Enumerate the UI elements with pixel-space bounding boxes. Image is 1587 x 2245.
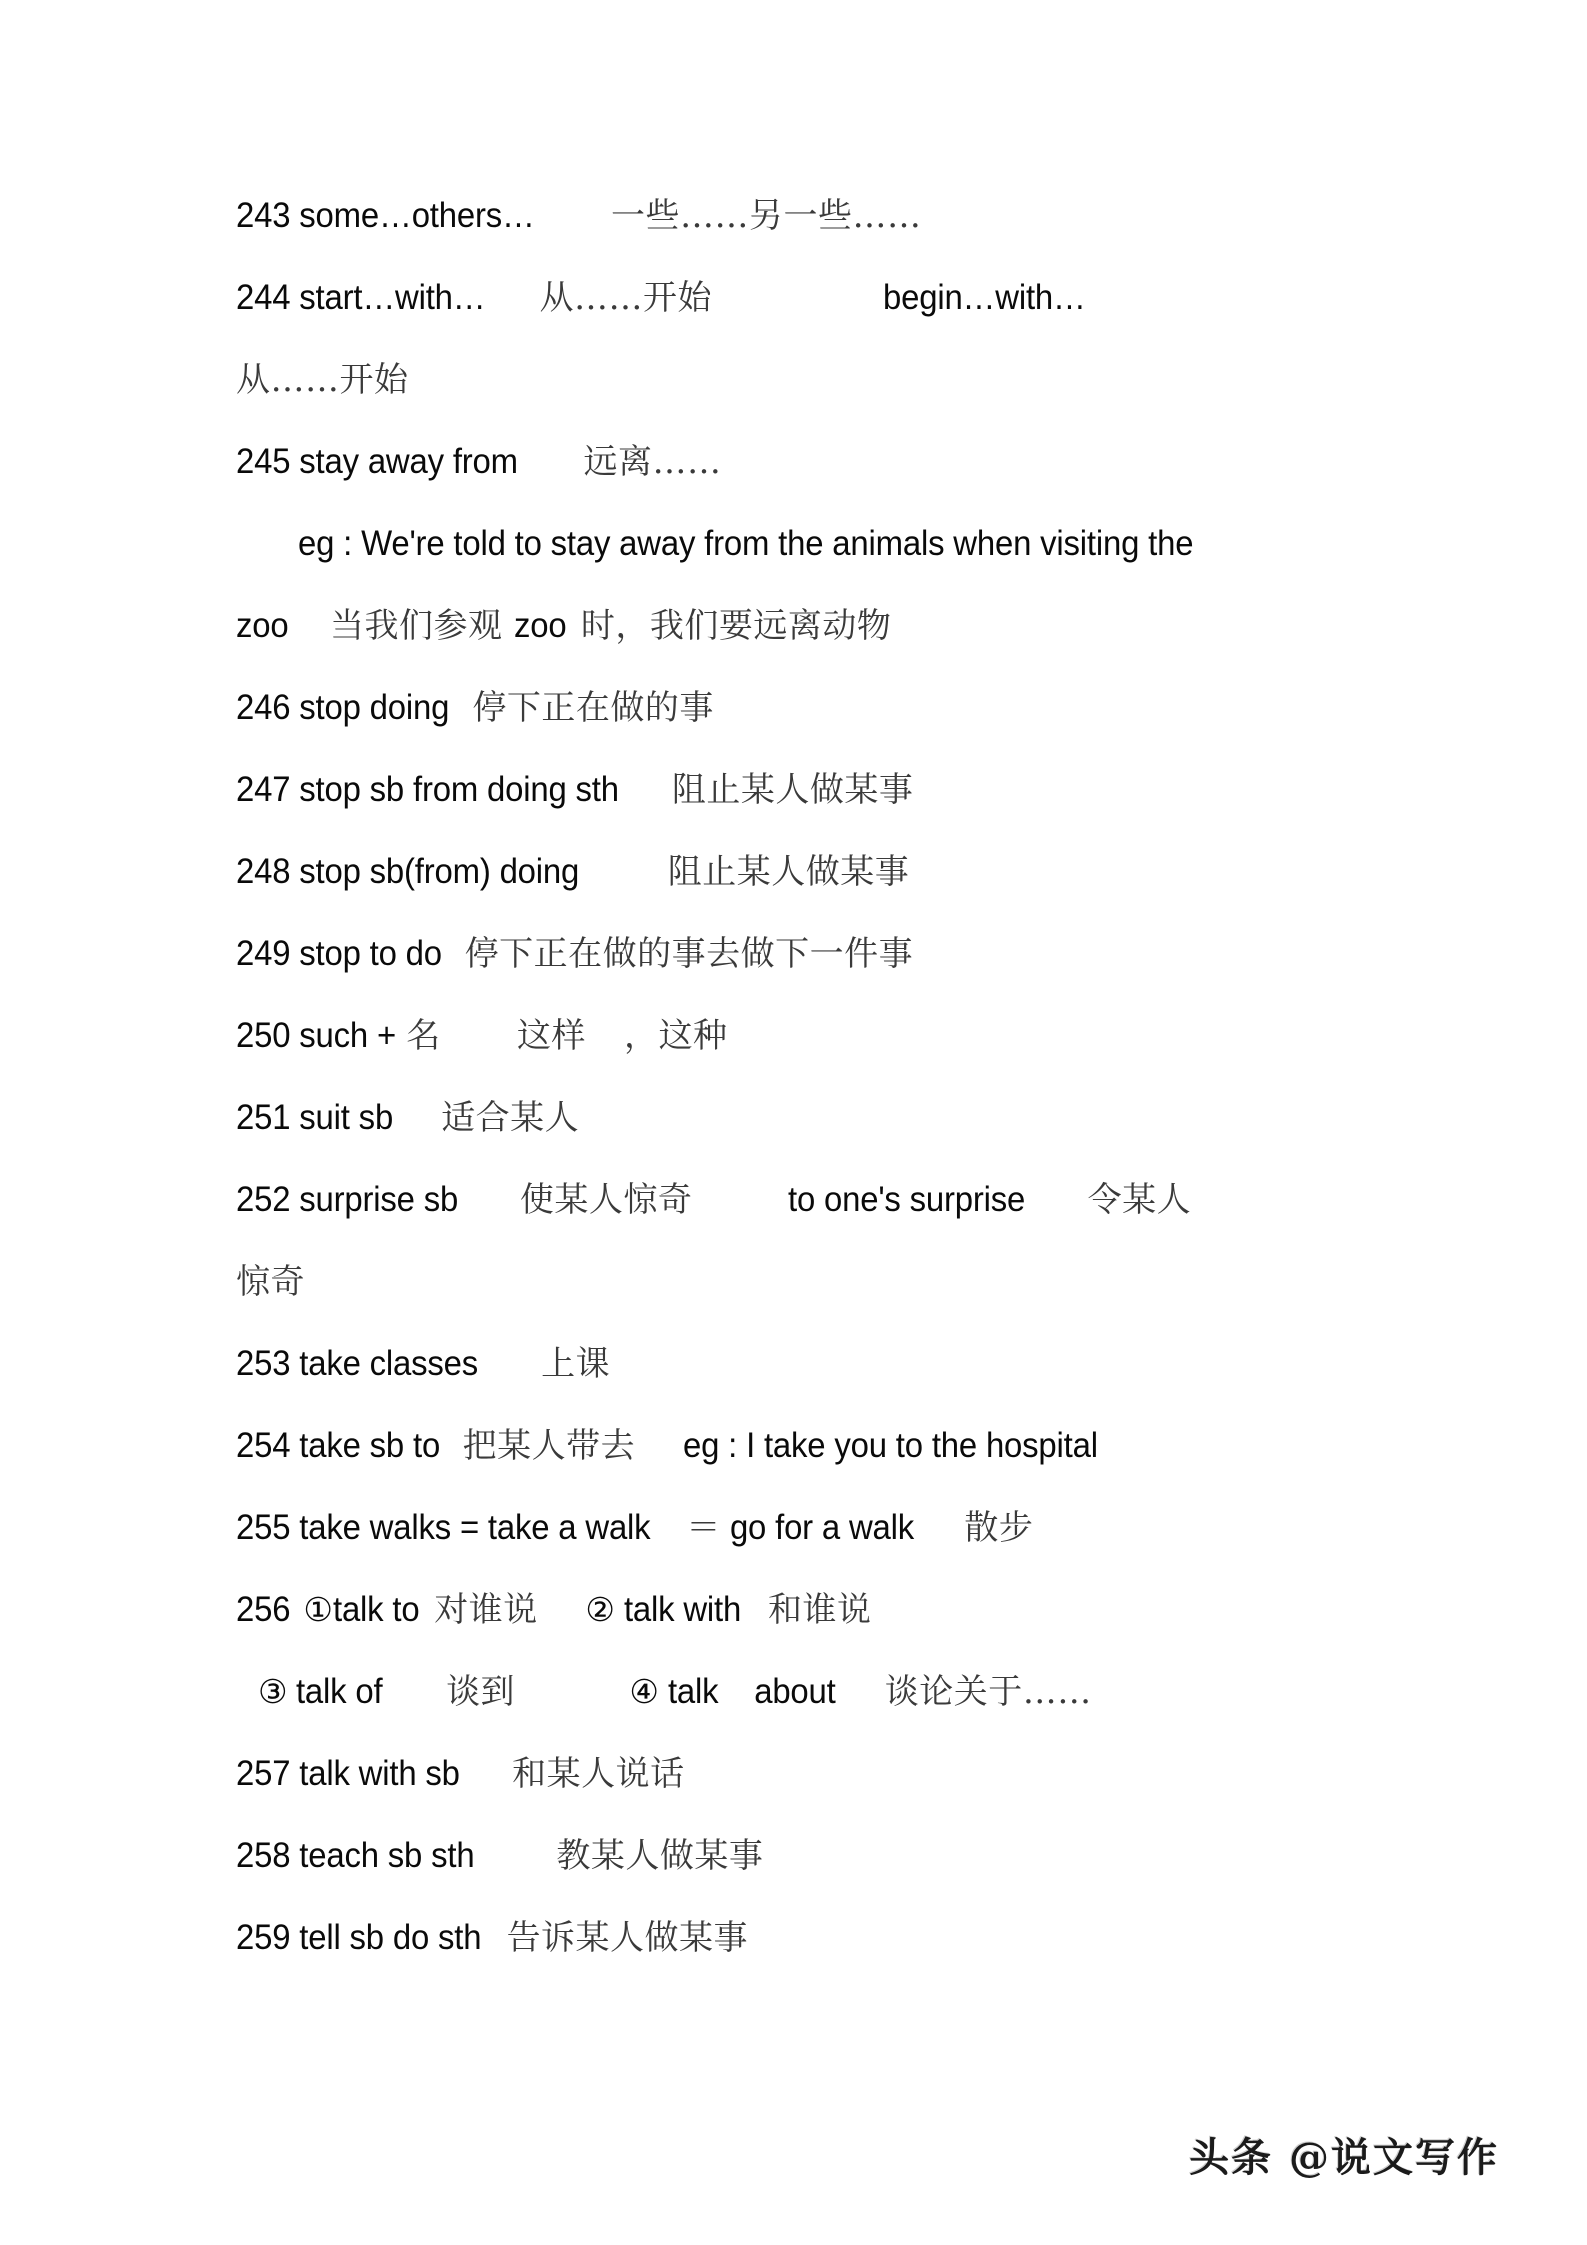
note-line: [236, 1241, 1416, 1323]
spacer: [515, 1672, 629, 1711]
spacer: [692, 1180, 787, 1219]
chinese-text: ，这种: [624, 1016, 728, 1056]
spacer: [643, 770, 672, 809]
spacer: [490, 1836, 557, 1875]
english-text: 253 take classes: [236, 1344, 479, 1383]
note-line: [236, 1159, 1416, 1241]
english-text: zoo: [513, 606, 567, 645]
english-text: 247 stop sb from doing sth: [236, 770, 619, 809]
note-line: [236, 503, 1416, 585]
note-line: [236, 421, 1416, 503]
spacer: [441, 1016, 517, 1055]
english-text: 257 talk with sb: [236, 1754, 460, 1793]
note-line: [236, 1651, 1416, 1733]
spacer: [712, 278, 883, 317]
english-text: go for a walk: [720, 1508, 914, 1547]
english-text: 259 tell sb do sth: [236, 1918, 482, 1957]
note-line: [236, 585, 1416, 667]
chinese-text: 停下正在做的事: [472, 688, 714, 728]
note-line: [236, 1487, 1416, 1569]
spacer: [497, 1918, 507, 1957]
spacer: [538, 1590, 586, 1629]
note-line: [236, 1569, 1416, 1651]
english-text: talk about: [658, 1672, 836, 1711]
english-text: 252 surprise sb: [236, 1180, 459, 1219]
chinese-text: 从……开始: [539, 278, 713, 318]
chinese-text: 名: [406, 1016, 441, 1056]
english-text: 256: [236, 1590, 300, 1629]
english-text: 251 suit sb: [236, 1098, 394, 1137]
note-line: [236, 913, 1416, 995]
note-line: [236, 175, 1416, 257]
watermark: 头条 @说文写作: [1189, 2134, 1499, 2181]
document-body: [236, 175, 1416, 1979]
spacer: [292, 606, 330, 645]
chinese-text: 令某人: [1087, 1180, 1192, 1220]
english-text: to one's surprise: [787, 1180, 1025, 1219]
english-text: 246 stop doing: [236, 688, 450, 727]
note-line: [236, 1733, 1416, 1815]
spacer: [601, 852, 668, 891]
chinese-text: 告诉某人做某事: [506, 1918, 749, 1958]
english-text: 245 stay away from: [236, 442, 518, 481]
chinese-text: 对谁说: [434, 1590, 538, 1630]
spacer: [586, 1016, 624, 1055]
note-line: [236, 257, 1416, 339]
spacer: [1040, 1180, 1088, 1219]
english-text: talk to: [332, 1590, 420, 1629]
spacer: [501, 278, 539, 317]
note-line: [236, 667, 1416, 749]
note-line: [236, 995, 1416, 1077]
note-line: [236, 1405, 1416, 1487]
spacer: [425, 1590, 435, 1629]
english-text: eg : We're told to stay away from the animals when visiting the: [298, 524, 1194, 563]
chinese-text: 和某人说话: [512, 1754, 685, 1794]
chinese-text: 教某人做某事: [556, 1836, 764, 1876]
note-line: [236, 749, 1416, 831]
english-text: 258 teach sb sth: [236, 1836, 475, 1875]
chinese-text: 惊奇: [236, 1262, 305, 1302]
chinese-text: 适合某人: [441, 1098, 580, 1138]
chinese-text: 使某人惊奇: [519, 1180, 693, 1220]
note-line: [236, 1897, 1416, 1979]
chinese-text: 当我们参观: [329, 606, 514, 646]
chinese-text: ＝: [686, 1508, 721, 1548]
english-text: 254 take sb to: [236, 1426, 441, 1465]
chinese-text: 散步: [964, 1508, 1034, 1548]
chinese-text: 这样: [516, 1016, 586, 1056]
chinese-text: 谈论关于……: [884, 1672, 1092, 1712]
chinese-text: 从……开始: [236, 360, 409, 400]
spacer: [463, 688, 473, 727]
chinese-text: 停下正在做的事去做下一件事: [464, 934, 914, 974]
spacer: [474, 1754, 512, 1793]
english-text: 250 such +: [236, 1016, 397, 1055]
chinese-text: 阻止某人做某事: [671, 770, 914, 810]
english-text: eg : I take you to the hospital: [682, 1426, 1098, 1465]
spacer: [389, 1672, 446, 1711]
note-line: [236, 831, 1416, 913]
note-line: [236, 1815, 1416, 1897]
spacer: [635, 1426, 683, 1465]
spacer: [847, 1672, 885, 1711]
chinese-text: 阻止某人做某事: [667, 852, 910, 892]
english-text: 248 stop sb(from) doing: [236, 852, 580, 891]
spacer: [749, 1590, 768, 1629]
spacer: [494, 1344, 542, 1383]
spacer: [455, 934, 465, 973]
note-line: [236, 339, 1416, 421]
english-text: 249 stop to do: [236, 934, 442, 973]
english-text: 255 take walks = take a walk: [236, 1508, 660, 1547]
chinese-text: 把某人带去: [462, 1426, 636, 1466]
circled-number-icon: ④: [629, 1672, 659, 1711]
note-line: [236, 1077, 1416, 1159]
english-text: 244 start…with…: [236, 278, 486, 317]
spacer: [926, 1508, 964, 1547]
english-text: zoo: [236, 606, 289, 645]
english-text: 243 some…others…: [236, 196, 535, 235]
spacer: [403, 1098, 441, 1137]
spacer: [453, 1426, 463, 1465]
english-text: talk of: [287, 1672, 383, 1711]
circled-number-icon: ②: [585, 1590, 615, 1629]
spacer: [536, 442, 584, 481]
english-text: talk with: [614, 1590, 741, 1629]
note-line: [236, 1323, 1416, 1405]
circled-number-icon: ③: [258, 1672, 288, 1711]
spacer: [554, 196, 611, 235]
chinese-text: 一些……另一些……: [610, 196, 922, 236]
spacer: [472, 1180, 520, 1219]
chinese-text: 上课: [541, 1344, 611, 1384]
circled-number-icon: ①: [303, 1590, 333, 1629]
chinese-text: 时，我们要远离动物: [569, 606, 892, 646]
english-text: begin…with…: [883, 278, 1087, 317]
chinese-text: 谈到: [446, 1672, 516, 1712]
chinese-text: 和谁说: [767, 1590, 872, 1630]
chinese-text: 远离……: [583, 442, 722, 482]
